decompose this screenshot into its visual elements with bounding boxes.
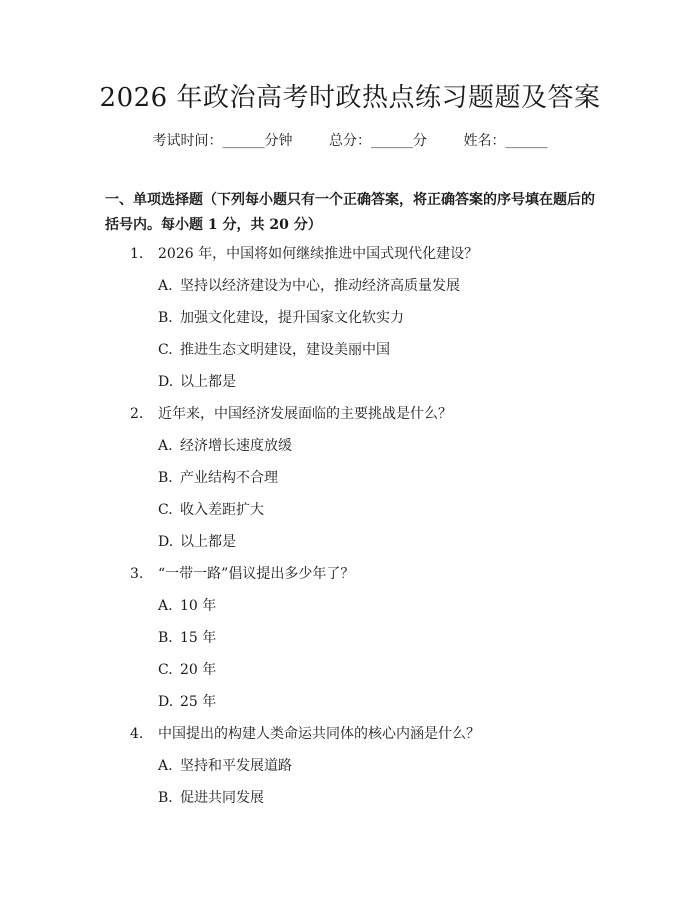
question-stem: [0, 243, 700, 275]
question-2: [0, 403, 700, 563]
option-text: 推进生态文明建设，建设美丽中国: [180, 342, 390, 358]
option-letter: A.: [158, 278, 173, 294]
option-letter: A.: [158, 438, 173, 454]
option-text: 以上都是: [180, 534, 236, 550]
option-text: 促进共同发展: [180, 790, 264, 806]
question-2-option-a: [0, 435, 700, 467]
question-2-option-b: [0, 467, 700, 499]
question-3-option-c: [0, 659, 700, 691]
exam-meta-line: [0, 130, 700, 152]
question-4: [0, 723, 700, 819]
question-text: 中国提出的构建人类命运共同体的核心内涵是什么？: [158, 726, 480, 742]
question-1-option-d: [0, 371, 700, 403]
question-number: 1.: [130, 246, 144, 262]
option-text: 坚持以经济建设为中心，推动经济高质量发展: [180, 278, 460, 294]
question-text: 2026 年，中国将如何继续推进中国式现代化建设？: [158, 246, 479, 262]
total-score-field: 总分：______分: [329, 133, 427, 149]
question-2-option-d: [0, 531, 700, 563]
section-heading: 一、单项选择题（下列每小题只有一个正确答案，将正确答案的序号填在题后的括号内。每小题 1 分，共 20 分）: [105, 192, 595, 233]
option-text: 20 年: [180, 662, 217, 678]
option-letter: B.: [158, 310, 173, 326]
option-text: 坚持和平发展道路: [180, 758, 292, 774]
question-1-option-b: [0, 307, 700, 339]
option-letter: D.: [158, 374, 174, 390]
option-letter: D.: [158, 694, 174, 710]
question-4-option-b: [0, 787, 700, 819]
option-letter: B.: [158, 470, 173, 486]
option-text: 25 年: [180, 694, 217, 710]
question-text: “一带一路”倡议提出多少年了？: [158, 566, 355, 582]
question-2-option-c: [0, 499, 700, 531]
question-3-option-a: [0, 595, 700, 627]
question-1-option-a: [0, 275, 700, 307]
option-letter: C.: [158, 342, 173, 358]
question-stem: [0, 563, 700, 595]
option-text: 加强文化建设，提升国家文化软实力: [180, 310, 404, 326]
question-number: 4.: [130, 726, 144, 742]
option-letter: A.: [158, 598, 173, 614]
option-letter: C.: [158, 662, 173, 678]
question-stem: [0, 723, 700, 755]
question-1: [0, 243, 700, 403]
option-text: 经济增长速度放缓: [180, 438, 292, 454]
question-stem: [0, 403, 700, 435]
option-letter: B.: [158, 630, 173, 646]
option-text: 15 年: [180, 630, 217, 646]
question-list: [0, 243, 700, 819]
question-3: [0, 563, 700, 723]
option-text: 产业结构不合理: [180, 470, 278, 486]
option-letter: C.: [158, 502, 173, 518]
option-letter: D.: [158, 534, 174, 550]
question-1-option-c: [0, 339, 700, 371]
option-letter: A.: [158, 758, 173, 774]
question-3-option-b: [0, 627, 700, 659]
student-name-field: 姓名：______: [463, 133, 548, 149]
option-text: 以上都是: [180, 374, 236, 390]
exam-time-field: 考试时间：______分钟: [152, 133, 293, 149]
question-number: 3.: [130, 566, 144, 582]
question-3-option-d: [0, 691, 700, 723]
page-title: 2026 年政治高考时政热点练习题题及答案: [99, 83, 601, 113]
question-number: 2.: [130, 406, 144, 422]
option-text: 10 年: [180, 598, 217, 614]
question-4-option-a: [0, 755, 700, 787]
option-letter: B.: [158, 790, 173, 806]
question-text: 近年来，中国经济发展面临的主要挑战是什么？: [158, 406, 452, 422]
option-text: 收入差距扩大: [180, 502, 264, 518]
